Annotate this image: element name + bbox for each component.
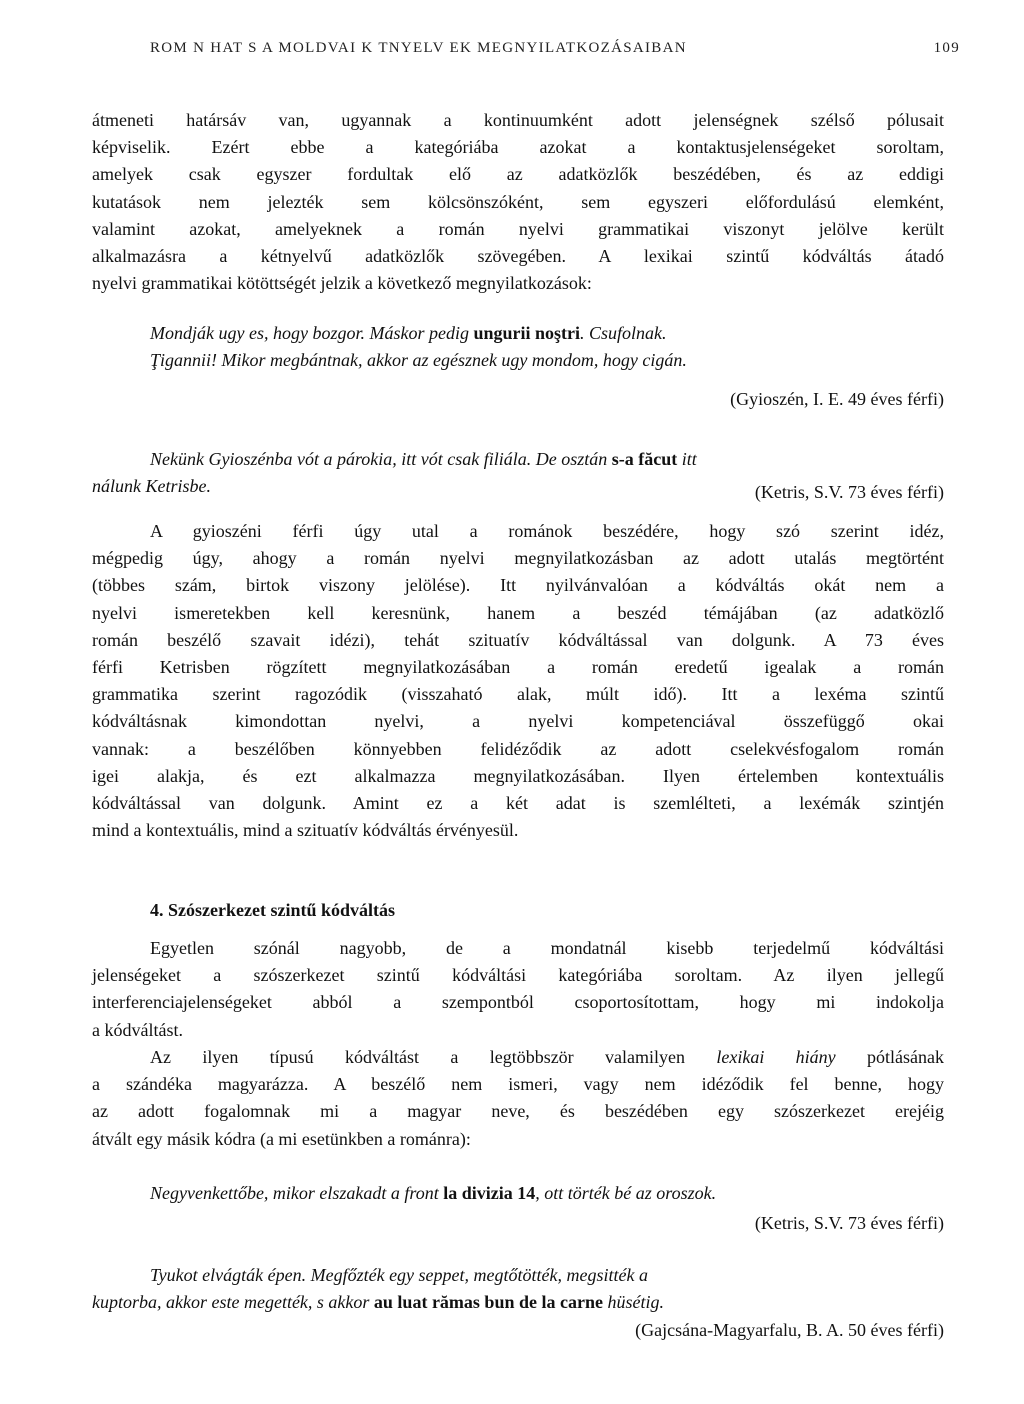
quote-text: , ott törték bé az oroszok.	[535, 1183, 717, 1203]
quote-text: Mondják ugy es, hogy bozgor. Máskor pedig	[150, 323, 474, 343]
romanian-phrase: au luat rămas bun de la carne	[373, 1292, 603, 1313]
quote-text: kuptorba, akkor este megették, s akkor	[92, 1292, 374, 1313]
quote-text: nálunk Ketrisbe.	[92, 476, 211, 497]
quote-line	[150, 1262, 950, 1289]
text-line: kódváltásnak kimondottan nyelvi, a nyelvi kompetenciával összefüggő okai	[92, 711, 944, 732]
paragraph-3	[92, 935, 944, 1044]
quote-text: Nekünk Gyioszénba vót a párokia, itt vót csak filiála. De osztán	[150, 449, 612, 469]
page-number: 109	[933, 40, 960, 56]
quote-line	[150, 320, 950, 347]
text-line: vannak: a beszélőben könnyebben felidéződik az adott cselekvésfogalom román	[92, 738, 944, 759]
example-quote-3	[150, 1180, 950, 1207]
text-line: nyelvi grammatikai kötöttségét jelzik a következő megnyilatkozások:	[92, 273, 592, 294]
quote-text: itt	[677, 449, 697, 469]
quote-source-3: (Ketris, S.V. 73 éves férfi)	[754, 1213, 944, 1233]
text-line: nyelvi ismeretekben kell keresnünk, hanem a beszéd témájában (az adatközlő	[92, 602, 944, 623]
romanian-phrase: la divizia 14	[443, 1183, 536, 1203]
text-line: a szándéka magyarázza. A beszélő nem ismeri, vagy nem idéződik fel benne, hogy	[92, 1074, 944, 1095]
text-run: pótlásának	[835, 1047, 944, 1067]
quote-line	[150, 347, 950, 374]
text-line: A gyioszéni férfi úgy utal a románok beszédére, hogy szó szerint idéz,	[150, 521, 944, 541]
quote-source-1: (Gyioszén, I. E. 49 éves férfi)	[730, 389, 944, 409]
text-line: az adott fogalomnak mi a magyar neve, és beszédében egy szószerkezet erejéig	[92, 1101, 944, 1122]
paragraph-2	[92, 518, 944, 844]
running-title: ROM N HAT S A MOLDVAI K TNYELV EK MEGNYILATKOZÁSAIBAN	[150, 40, 687, 56]
paragraph-4	[92, 1044, 944, 1153]
section-heading: 4. Szószerkezet szintű kódváltás	[150, 900, 395, 920]
quote-line	[150, 1180, 950, 1207]
quote-line	[150, 446, 950, 473]
text-line: igei alakja, és ezt alkalmazza megnyilatkozásában. Ilyen értelemben kontextuális	[92, 765, 944, 786]
paragraph-1	[92, 107, 944, 297]
text-line: román beszélő szavait idézi), tehát szituatív kódváltással van dolgunk. A 73 éves	[92, 629, 944, 650]
page-header	[150, 40, 960, 57]
quote-text: hüsétig.	[602, 1292, 664, 1313]
example-quote-1	[150, 320, 950, 374]
quote-source-4: (Gajcsána-Magyarfalu, B. A. 50 éves férfi)	[635, 1320, 944, 1340]
text-line: mind a kontextuális, mind a szituatív kódváltás érvényesül.	[92, 820, 519, 841]
quote-text: . Csufolnak.	[580, 323, 667, 343]
romanian-phrase: ungurii noştri	[473, 323, 580, 343]
text-run: Az ilyen típusú kódváltást a legtöbbször valamilyen	[150, 1047, 717, 1067]
example-quote-4	[92, 1262, 950, 1316]
text-line: kutatások nem jelezték sem kölcsönszóként, sem egyszeri előfordulású elemként,	[92, 191, 944, 212]
text-line: képviselik. Ezért ebbe a kategóriába azokat a kontaktusjelenségeket soroltam,	[92, 137, 944, 158]
quote-text: Tyukot elvágták épen. Megfőzték egy seppet, megtőtötték, megsitték a	[150, 1265, 648, 1285]
text-line: kódváltással van dolgunk. Amint ez a két adat is szemlélteti, a lexémák szintjén	[92, 793, 944, 814]
quote-line	[92, 1289, 950, 1316]
text-line: grammatika szerint ragozódik (visszaható alak, múlt idő). Itt a lexéma szintű	[92, 684, 944, 705]
quote-source-2: (Ketris, S.V. 73 éves férfi)	[754, 482, 944, 502]
text-line: a kódváltást.	[92, 1019, 183, 1040]
text-line	[92, 1044, 944, 1071]
romanian-phrase: s-a făcut	[611, 449, 678, 469]
text-line: valamint azokat, amelyeknek a román nyelvi grammatikai viszonyt jelölve került	[92, 218, 944, 239]
text-line: jelenségeket a szószerkezet szintű kódváltási kategóriába soroltam. Az ilyen jellegű	[92, 965, 944, 986]
text-line: (többes szám, birtok viszony jelölése). Itt nyilvánvalóan a kódváltás okát nem a	[92, 575, 944, 596]
text-line: átvált egy másik kódra (a mi esetünkben a románra):	[92, 1128, 471, 1149]
text-line: amelyek csak egyszer fordultak elő az adatközlők beszédében, és az eddigi	[92, 164, 944, 185]
emphasis-term: lexikai hiány	[716, 1047, 836, 1067]
text-line: interferenciajelenségeket abból a szempontból csoportosítottam, hogy mi indokolja	[92, 992, 944, 1013]
text-line: férfi Ketrisben rögzített megnyilatkozásában a román eredetű igealak a román	[92, 657, 944, 678]
text-line: alkalmazásra a kétnyelvű adatközlők szövegében. A lexikai szintű kódváltás átadó	[92, 246, 944, 267]
quote-text: Negyvenkettőbe, mikor elszakadt a front	[150, 1183, 444, 1203]
text-line: Egyetlen szónál nagyobb, de a mondatnál kisebb terjedelmű kódváltási	[150, 938, 944, 958]
text-line: mégpedig úgy, ahogy a román nyelvi megnyilatkozásban az adott utalás megtörtént	[92, 548, 944, 569]
quote-text: Ţigannii! Mikor megbántnak, akkor az egésznek ugy mondom, hogy cigán.	[150, 350, 687, 371]
text-line: átmeneti határsáv van, ugyannak a kontinuumként adott jelenségnek szélső pólusait	[92, 110, 944, 130]
